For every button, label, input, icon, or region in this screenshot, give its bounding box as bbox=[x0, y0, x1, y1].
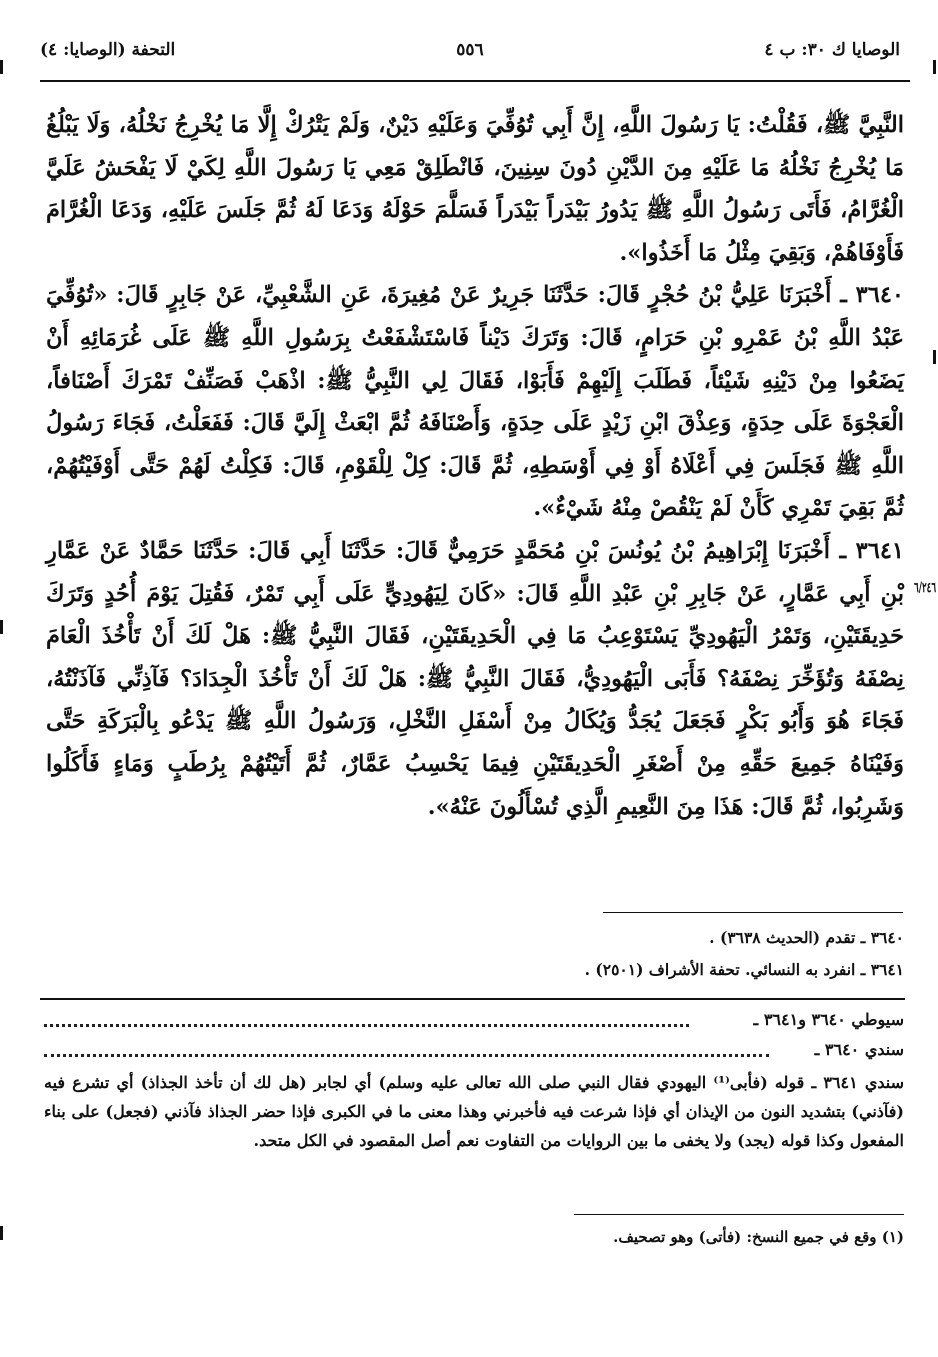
hadith-text bbox=[46, 104, 904, 828]
dotted-leader bbox=[44, 1024, 689, 1027]
margin-volume-reference: ٦/٢٤٦ bbox=[914, 580, 937, 596]
sindi-3640-entry bbox=[44, 1040, 904, 1066]
footnote: (١) وقع في جميع النسخ: (فأتى) وهو تصحيف. bbox=[613, 1228, 904, 1246]
footnote-rule bbox=[574, 1214, 904, 1215]
suyuti-label: سيوطي ٣٦٤٠ و٣٦٤١ ـ bbox=[753, 1010, 904, 1029]
suyuti-entry bbox=[44, 1010, 904, 1036]
sindi-3641-commentary: سندي ٣٦٤١ ـ قوله (فأبى⁽¹⁾ اليهودي فقال النبي صلى الله تعالى عليه وسلم) أي لجابر (هل لك أن تأخذ الجذاذ) أي تشرع فيه (فآذني) بتشديد النون من الإيذان أي فإذا شرعت فيه فأخبرني وهذا معنى ما في الكبرى فإذا حضر الجذاذ فآذني (فجعل) على بناء المفعول وكذا قوله (يجد) ولا يخفى ما بين الروايات من التفاوت نعم أصل المقصود في الكل متحد. bbox=[44, 1073, 905, 1150]
edge-mark bbox=[0, 60, 3, 74]
hadith-3640: ٣٦٤٠ ـ أَخْبَرَنَا عَلِيُّ بْنُ حُجْرٍ قَالَ: حَدَّثَنَا جَرِيرٌ عَنْ مُغِيرَةَ، عَنِ الشَّعْبِيِّ، عَنْ جَابِرٍ قَالَ: «تُوُفِّيَ عَبْدُ اللَّهِ بْنُ عَمْرِو بْنِ حَرَامٍ، قَالَ: وَتَرَكَ دَيْناً فَاسْتَشْفَعْتُ بِرَسُولِ اللَّهِ ﷺ عَلَى غُرَمَائِهِ أَنْ يَضَعُوا مِنْ دَيْنِهِ شَيْئاً، فَطَلَبَ إِلَيْهِمْ فَأَبَوْا، فَقَالَ لِي النَّبِيُّ ﷺ: اذْهَبْ فَصَنِّفْ تَمْرَكَ أَصْنَافاً، الْعَجْوَةَ عَلَى حِدَةٍ، وَعِذْقَ ابْنِ زَيْدٍ عَلَى حِدَةٍ، وَأَصْنَافَهُ ثُمَّ ابْعَثْ إِلَيَّ قَالَ: فَفَعَلْتُ، فَجَاءَ رَسُولُ اللَّهِ ﷺ فَجَلَسَ فِي أَعْلَاهُ أَوْ فِي أَوْسَطِهِ، ثُمَّ قَالَ: كِلْ لِلْقَوْمِ، قَالَ: فَكِلْتُ لَهُمْ حَتَّى أَوْفَيْتُهُمْ، ثُمَّ بَقِيَ تَمْرِي كَأَنْ لَمْ يَنْقُصْ مِنْهُ شَيْءٌ». bbox=[46, 282, 904, 522]
takhrij-rule bbox=[603, 912, 903, 913]
dotted-leader bbox=[44, 1054, 769, 1057]
takhrij-note-3640: ٣٦٤٠ ـ تقدم (الحديث ٣٦٣٨) . bbox=[709, 928, 904, 947]
commentary-rule bbox=[40, 998, 905, 1000]
takhrij-note-3641: ٣٦٤١ ـ انفرد به النسائي. تحفة الأشراف (٢٥٠١) . bbox=[584, 960, 904, 979]
header-chapter: الوصايا ك ٣٠: ب ٤ bbox=[764, 40, 900, 60]
edge-mark bbox=[0, 620, 3, 634]
hadith-continuation: النَّبِيَّ ﷺ، فَقُلْتُ: يَا رَسُولَ اللَّهِ، إِنَّ أَبِي تُوُفِّيَ وَعَلَيْهِ دَيْنٌ، وَلَمْ يَتْرُكْ إِلَّا مَا يُخْرِجُ نَخْلُهُ، وَلَا يَبْلُغُ مَا يُخْرِجُ نَخْلُهُ مَا عَلَيْهِ مِنَ الدَّيْنِ دُونَ سِنِينَ، فَانْطَلِقْ مَعِي يَا رَسُولَ اللَّهِ لِكَيْ لَا يَفْحَشُ عَلَيَّ الْغُرَّامُ، فَأَتَى رَسُولُ اللَّهِ ﷺ يَدُورُ بَيْدَراً بَيْدَراً فَسَلَّمَ حَوْلَهُ وَدَعَا لَهُ ثُمَّ جَلَسَ عَلَيْهِ، وَدَعَا الْغُرَّامَ فَأَوْفَاهُمْ، وَبَقِيَ مِثْلُ مَا أَخَذُوا». bbox=[46, 112, 904, 266]
header-tuhfa-ref: التحفة (الوصايا: ٤) bbox=[40, 40, 176, 60]
edge-mark bbox=[933, 350, 936, 364]
sindi-3640-label: سندي ٣٦٤٠ ـ bbox=[814, 1040, 904, 1059]
hadith-3641: ٣٦٤١ ـ أَخْبَرَنَا إِبْرَاهِيمُ بْنُ يُونُسَ بْنِ مُحَمَّدٍ حَرَمِيٌّ قَالَ: حَدَّثَنَا أَبِي قَالَ: حَدَّثَنَا حَمَّادٌ عَنْ عَمَّارِ بْنِ أَبِي عَمَّارٍ، عَنْ جَابِرِ بْنِ عَبْدِ اللَّهِ قَالَ: «كَانَ لِيَهُودِيٍّ عَلَى أَبِي تَمْرٌ، فَقُتِلَ يَوْمَ أُحُدٍ وَتَرَكَ حَدِيقَتَيْنِ، وَتَمْرُ الْيَهُودِيِّ يَسْتَوْعِبُ مَا فِي الْحَدِيقَتَيْنِ، فَقَالَ النَّبِيُّ ﷺ: هَلْ لَكَ أَنْ تَأْخُذَ الْعَامَ نِصْفَهُ وَتُؤَخِّرَ نِصْفَهُ؟ فَأَبَى الْيَهُودِيُّ، فَقَالَ النَّبِيُّ ﷺ: هَلْ لَكَ أَنْ تَأْخُذَ الْجِدَادَ؟ فَآذِنِّي فَآذَنْتُهُ، فَجَاءَ هُوَ وَأَبُو بَكْرٍ فَجَعَلَ يُجَدُّ وَيُكَالُ مِنْ أَسْفَلِ النَّخْلِ، وَرَسُولُ اللَّهِ ﷺ يَدْعُو بِالْبَرَكَةِ حَتَّى وَفَيْنَاهُ جَمِيعَ حَقِّهِ مِنْ أَصْغَرِ الْحَدِيقَتَيْنِ فِيمَا يَحْسِبُ عَمَّارٌ، ثُمَّ أَتَيْتُهُمْ بِرُطَبٍ وَمَاءٍ فَأَكَلُوا وَشَرِبُوا، ثُمَّ قَالَ: هَذَا مِنَ النَّعِيمِ الَّذِي تُسْأَلُونَ عَنْهُ». bbox=[46, 537, 904, 820]
edge-mark bbox=[933, 60, 936, 74]
header-rule bbox=[40, 80, 910, 82]
page-number: ٥٥٦ bbox=[456, 40, 484, 60]
running-header bbox=[40, 40, 900, 70]
edge-mark bbox=[0, 1226, 3, 1240]
